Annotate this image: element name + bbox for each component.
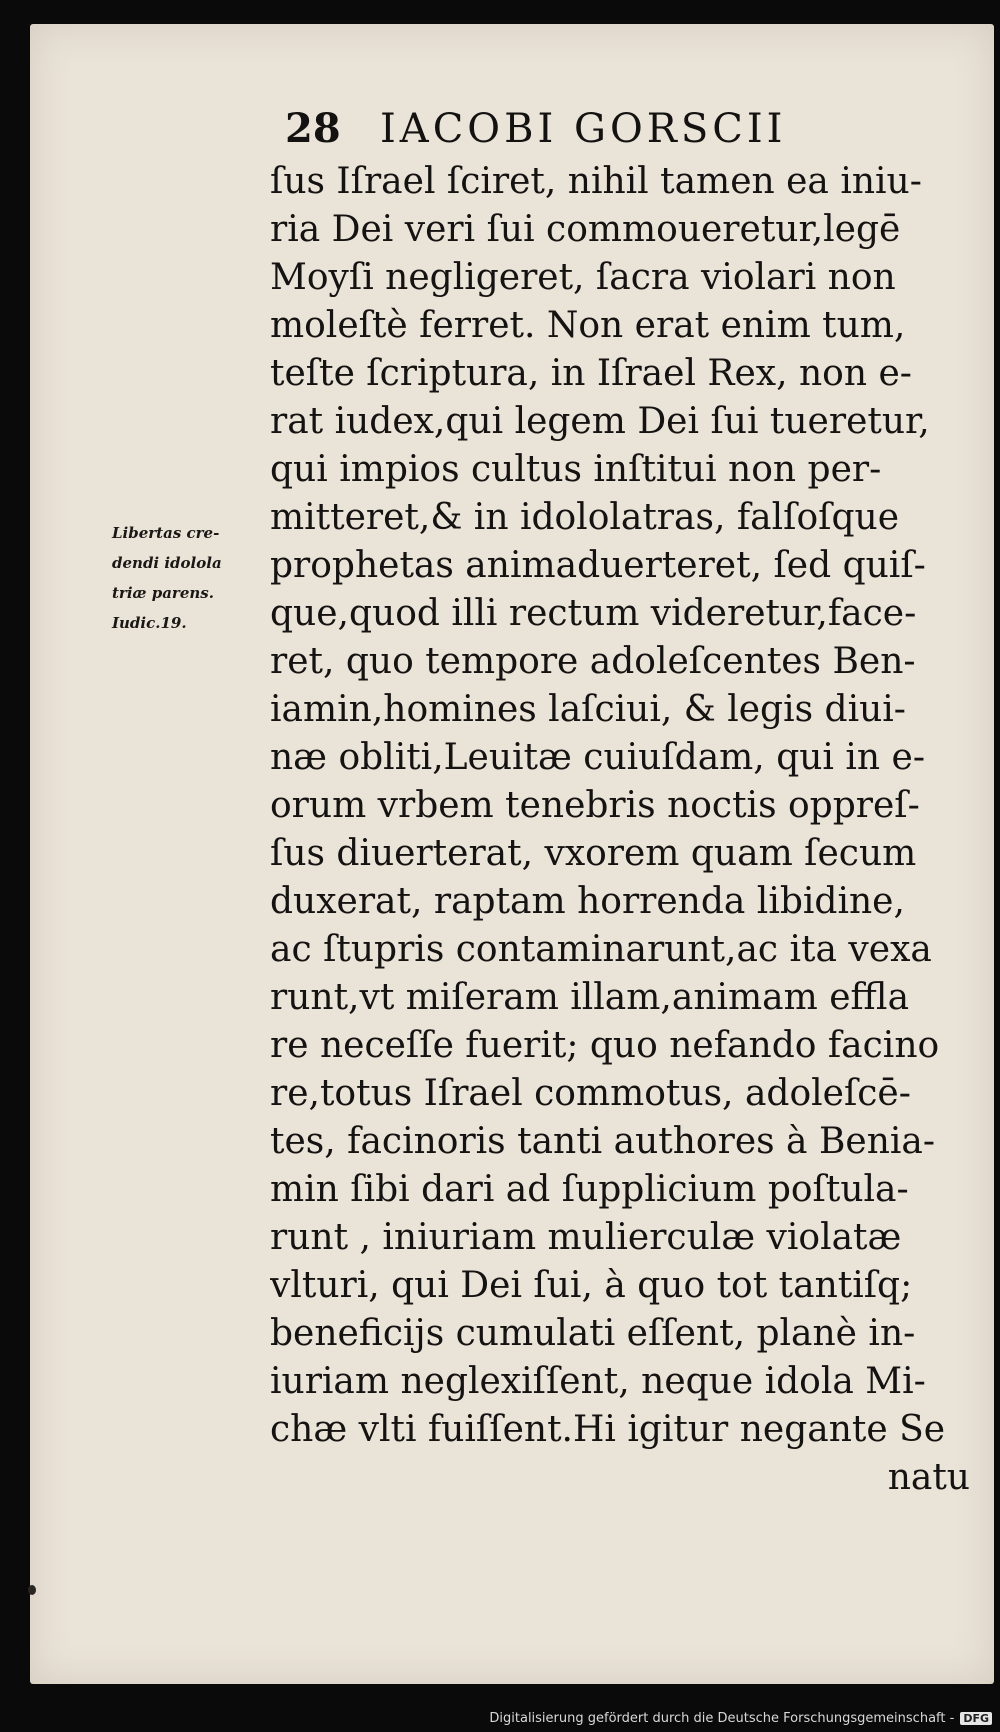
page-number: 28	[285, 105, 341, 152]
marginal-note-line: Iudic.19.	[112, 614, 187, 632]
text-line: que,quod illi rectum videretur,face-	[270, 593, 917, 634]
body-text	[270, 158, 970, 1502]
marginal-note	[112, 518, 272, 638]
text-line: runt,vt miſeram illam,animam effla	[270, 977, 910, 1018]
text-line: re,totus Iſrael commotus, adoleſcē-	[270, 1073, 911, 1114]
text-line: næ obliti,Leuitæ cuiuſdam, qui in e-	[270, 737, 925, 778]
text-line: runt , iniuriam mulierculæ violatæ	[270, 1217, 902, 1258]
text-line: moleſtè ferret. Non erat enim tum,	[270, 305, 906, 346]
marginal-note-line: dendi idolola	[112, 554, 222, 572]
text-line: prophetas animaduerteret, ſed quiſ-	[270, 545, 926, 586]
dfg-logo: DFG	[960, 1712, 992, 1725]
text-line: iuriam neglexiſſent, neque idola Mi-	[270, 1361, 926, 1402]
text-line: ſus Iſrael ſciret, nihil tamen ea iniu-	[270, 161, 922, 202]
text-line: ac ſtupris contaminarunt,ac ita vexa	[270, 929, 932, 970]
marginal-note-line: triæ parens.	[112, 584, 214, 602]
text-line: min ſibi dari ad ſupplicium poſtula-	[270, 1169, 909, 1210]
text-line: Moyſi negligeret, ſacra violari non	[270, 257, 896, 298]
text-line: duxerat, raptam horrenda libidine,	[270, 881, 905, 922]
text-line: ret, quo tempore adoleſcentes Ben-	[270, 641, 916, 682]
running-head	[285, 105, 786, 152]
text-line: qui impios cultus inſtitui non per-	[270, 449, 882, 490]
text-line: iamin,homines laſciui, & legis diui-	[270, 689, 906, 730]
text-line: rat iudex,qui legem Dei ſui tueretur,	[270, 401, 930, 442]
catchword: natu	[887, 1457, 970, 1498]
text-line: orum vrbem tenebris noctis oppreſ-	[270, 785, 920, 826]
ink-spot	[28, 1585, 36, 1595]
text-line: beneficijs cumulati eſſent, planè in-	[270, 1313, 916, 1354]
digitization-credit	[489, 1711, 992, 1726]
text-line: ſus diuerterat, vxorem quam ſecum	[270, 833, 917, 874]
text-line: tes, facinoris tanti authores à Benia-	[270, 1121, 936, 1162]
marginal-note-line: Libertas cre-	[112, 524, 220, 542]
text-line: ria Dei veri ſui commoueretur,legē	[270, 209, 901, 250]
running-title: IACOBI GORSCII	[380, 106, 787, 152]
text-line: teſte ſcriptura, in Iſrael Rex, non e-	[270, 353, 912, 394]
text-line: mitteret,& in idololatras, falſoſque	[270, 497, 899, 538]
text-line: chæ vlti fuiſſent.Hi igitur negante Se	[270, 1409, 946, 1450]
text-line: re neceſſe fuerit; quo nefando facino	[270, 1025, 940, 1066]
text-line: vlturi, qui Dei ſui, à quo tot tantiſq;	[270, 1265, 913, 1306]
credit-text: Digitalisierung gefördert durch die Deutsche Forschungsgemeinschaft -	[489, 1711, 955, 1726]
